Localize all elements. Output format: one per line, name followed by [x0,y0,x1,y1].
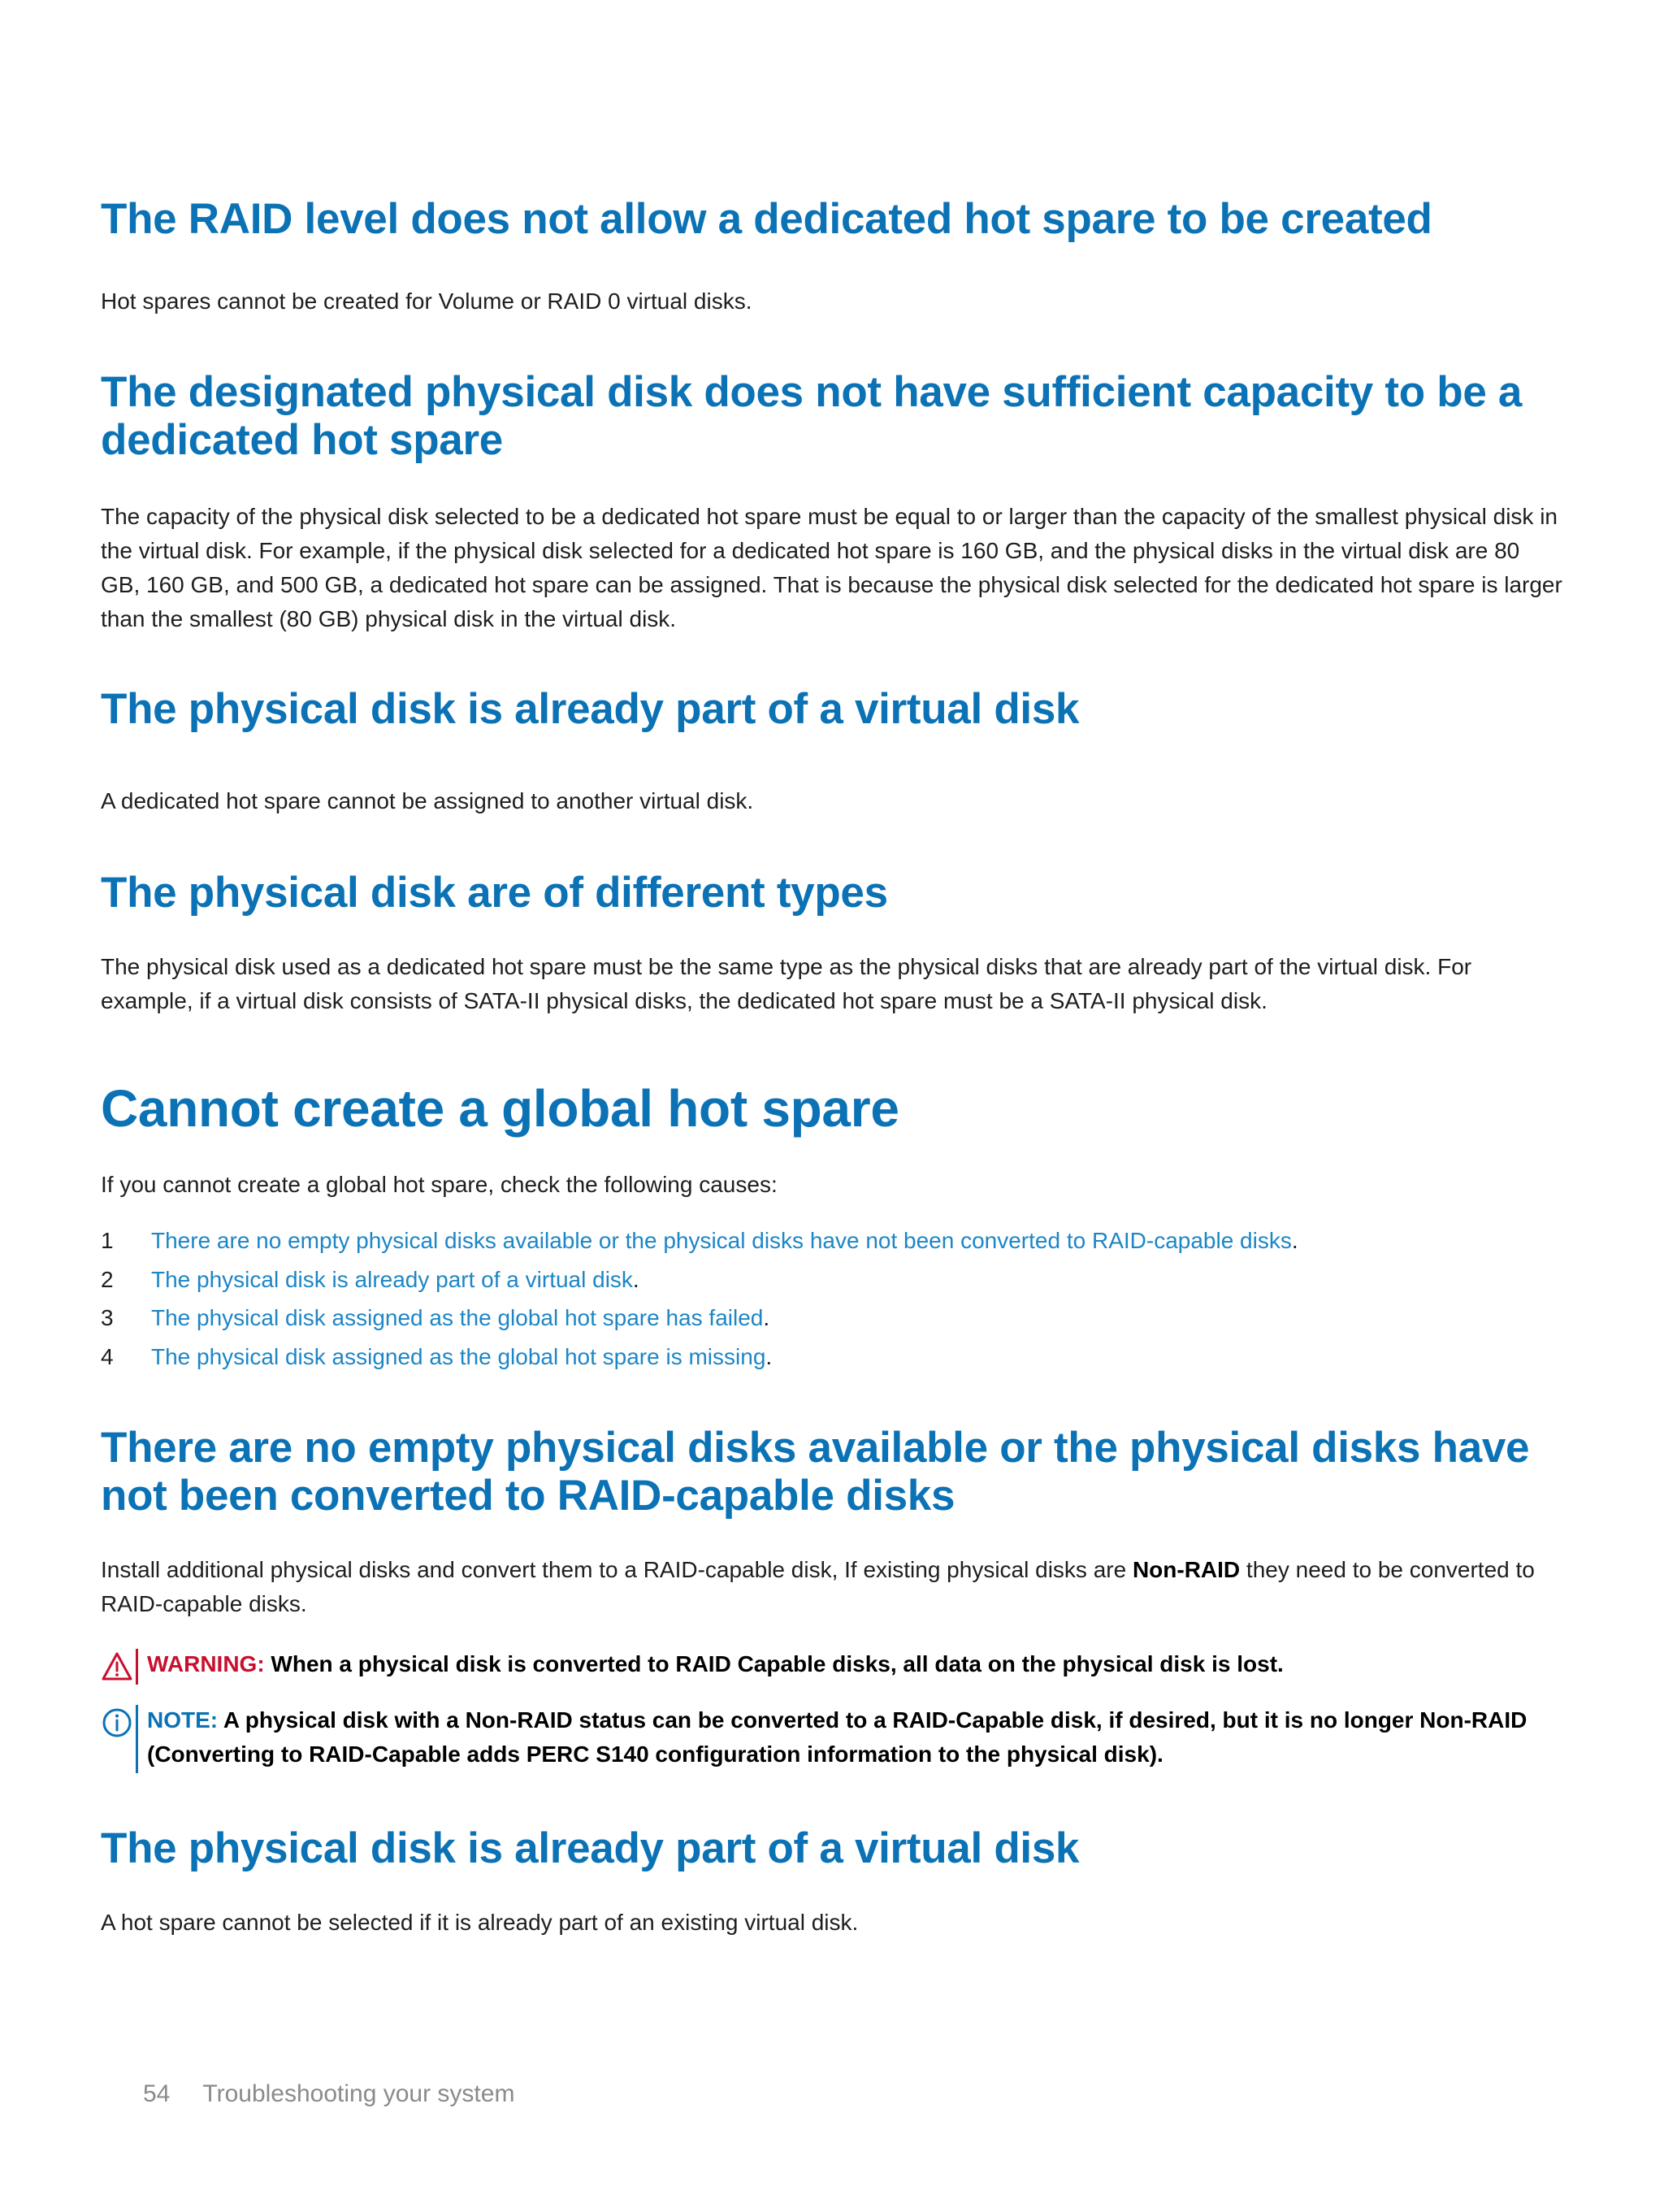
list-item [101,1260,1563,1299]
cause-link-no-empty-disks[interactable]: There are no empty physical disks available or the physical disks have not been converted to RAID-capable disks [151,1228,1292,1253]
list-tail: . [632,1266,639,1292]
note-bar [136,1705,138,1773]
page-footer [143,2080,514,2108]
warning-triangle-icon [101,1650,133,1683]
section-heading-capacity: The designated physical disk does not have sufficient capacity to be a dedicated hot spare [101,368,1523,464]
info-icon [101,1707,133,1739]
cause-link-already-part[interactable]: The physical disk is already part of a virtual disk [151,1266,633,1292]
body-text: Install additional physical disks and convert them to a RAID-capable disk, If existing physical disks are [101,1557,1133,1582]
section-body-already-part-2: A hot spare cannot be selected if it is already part of an existing virtual disk. [101,1910,859,1935]
section-heading-different-types: The physical disk are of different types [101,869,888,917]
warning-message: When a physical disk is converted to RAID Capable disks, all data on the physical disk is lost. [264,1651,1284,1676]
section-heading-no-empty-disks: There are no empty physical disks available or the physical disks have not been converted to RAID-capable disks [101,1424,1530,1520]
global-intro: If you cannot create a global hot spare, check the following causes: [101,1172,778,1197]
section-heading-already-part: The physical disk is already part of a virtual disk [101,685,1080,733]
causes-list [101,1221,1563,1376]
warning-text [147,1647,1563,1681]
list-number: 2 [101,1266,114,1292]
note-text [147,1703,1563,1772]
section-body-raid-level: Hot spares cannot be created for Volume or RAID 0 virtual disks. [101,288,752,314]
list-number: 3 [101,1305,114,1330]
warning-bar [136,1649,138,1685]
note-message: A physical disk with a Non-RAID status can be converted to a RAID-Capable disk, if desired, but it is no longer Non-RAID (Converting to RAID-Capable adds PERC S140 configuration information to the physical disk). [147,1707,1528,1767]
section-body-already-part: A dedicated hot spare cannot be assigned to another virtual disk. [101,788,754,813]
note-label: NOTE: [147,1707,219,1733]
cause-link-failed[interactable]: The physical disk assigned as the global hot spare has failed [151,1305,764,1330]
list-number: 4 [101,1343,114,1369]
note-callout [101,1703,1563,1775]
warning-callout [101,1647,1563,1685]
list-item [101,1221,1563,1260]
list-tail: . [763,1305,770,1330]
section-heading-raid-level: The RAID level does not allow a dedicated hot spare to be created [101,195,1432,243]
body-text: they need to be converted to RAID-capable disks. [101,1557,1535,1616]
list-number: 1 [101,1228,114,1253]
chapter-title-global-hot-spare: Cannot create a global hot spare [101,1079,899,1138]
list-tail: . [765,1343,773,1369]
section-body-different-types: The physical disk used as a dedicated hot spare must be the same type as the physical disks that are already part of the virtual disk. For example, if a virtual disk consists of SATA-II physical disks, the dedicated hot spare must be a SATA-II physical disk. [101,954,1472,1013]
body-bold-text: Non-RAID [1132,1557,1241,1582]
page-number: 54 [143,2080,171,2107]
section-body-capacity: The capacity of the physical disk selected to be a dedicated hot spare must be equal to or larger than the capacity of the smallest physical disk in the virtual disk. For example, if the physical disk selected for a dedicated hot spare is 160 GB, and the physical disks in the virtual disk are 80 GB, 160 GB, and 500 GB, a dedicated hot spare can be assigned. That is because the physical disk selected for the dedicated hot spare is larger than the smallest (80 GB) physical disk in the virtual disk. [101,504,1562,631]
list-item [101,1299,1563,1338]
list-tail: . [1291,1228,1298,1253]
warning-label: WARNING: [147,1651,265,1676]
list-item [101,1338,1563,1377]
cause-link-missing[interactable]: The physical disk assigned as the global hot spare is missing [151,1343,766,1369]
section-body-no-empty-disks [101,1553,1563,1621]
chapter-name: Troubleshooting your system [202,2080,515,2107]
section-heading-already-part-2: The physical disk is already part of a virtual disk [101,1824,1080,1872]
